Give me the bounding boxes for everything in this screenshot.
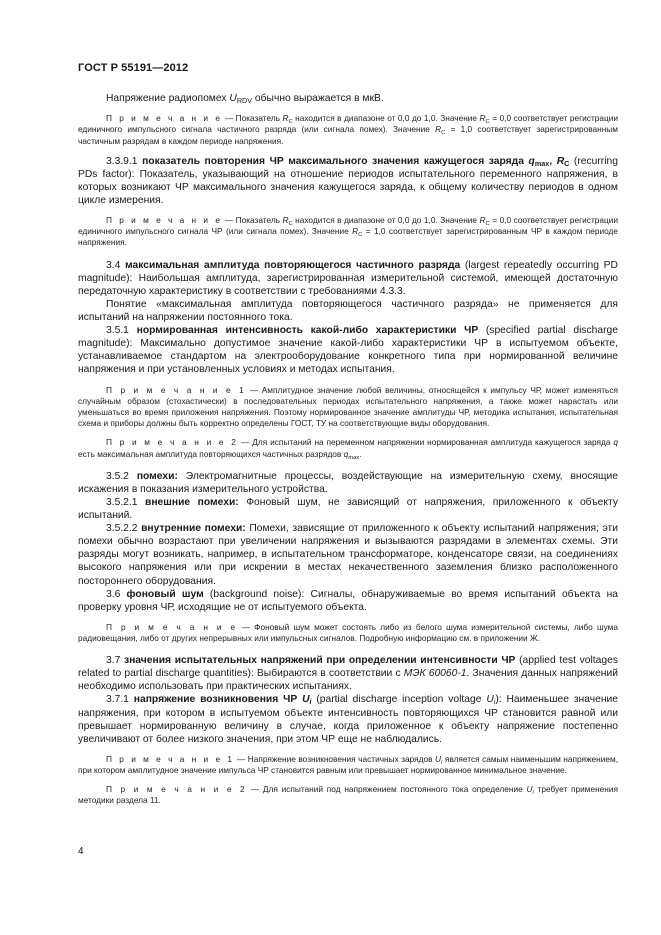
note-label: П р и м е ч а н и е 2 xyxy=(106,784,248,795)
clause-3-5-2-2 xyxy=(78,522,618,587)
subscript: C xyxy=(564,158,570,168)
text: (background noise): Сигналы, обнаруживаемые во время испытаний объекта на проверку уровня ЧР, исходящие не от испытуемого объекта. xyxy=(78,588,618,613)
symbol: R xyxy=(282,113,289,124)
text: Фоновый шум, не зависящий от напряжения, приложенного к объекту испытаний. xyxy=(78,496,619,522)
subscript: C xyxy=(485,221,490,228)
standard-reference: МЭК 60060-1 xyxy=(403,668,467,680)
note-label: П р и м е ч а н и е 1 xyxy=(106,384,247,395)
symbol: R xyxy=(352,226,359,237)
text: = 1,0 соответствует зарегистрированным ЧР в каждом периоде напряжения. xyxy=(78,226,618,248)
text: — Для испытаний под напряжением постоянного тока определение xyxy=(247,784,527,795)
text: — Для испытаний на переменном напряжении нормированная амплитуда кажущегося заряда xyxy=(238,437,614,448)
text: (recurring PDs factor): Показатель, указывающий на отношение периодов испытательного переменного напряжения, в которых возникают ЧР максимального значения кажущегося заряда, к общему количеству периодов в одном цикле измерения. xyxy=(78,155,618,206)
symbol: U xyxy=(302,694,310,706)
term: помехи: xyxy=(136,470,178,482)
clause-number: 3.3.9.1 xyxy=(106,155,143,167)
text: (partial discharge inception voltage xyxy=(311,694,487,706)
clause-3-7-1 xyxy=(78,693,618,745)
text: = 0,0 соответствует регистрации единичного импульсного сигнала ЧР (или сигнала помех). Значение xyxy=(78,215,618,237)
clause-number: 3.6 xyxy=(106,588,127,600)
clause-3-4 xyxy=(78,259,618,298)
clause-3-5-2-1 xyxy=(78,496,618,522)
subscript: C xyxy=(485,119,490,126)
symbol: R xyxy=(479,215,486,226)
subscript: C xyxy=(358,232,363,239)
text: Электромагнитные процессы, воздействующие на измерительную схему, вносящие искажения в показания измерительного устройства. xyxy=(78,470,618,495)
text: — Амплитудное значение любой величины, относящейся к импульсу ЧР, может изменяться случайным образом (стохастически) в последовательных периодах испытательного напряжения, а также может нарастать или уменьшаться во время приложения напряжения. Поэтому нормированное значение амплитуды ЧР, методика испытания, испытательная схема и приборы должны быть корректно определены ГОСТ, ТУ на соответствующие виды оборудования. xyxy=(78,384,618,429)
symbol: R xyxy=(282,215,289,226)
note-1-amplitude xyxy=(78,385,618,430)
text: . xyxy=(359,448,362,459)
clause-number: 3.5.2.1 xyxy=(106,496,145,508)
term: фоновый шум xyxy=(126,588,204,600)
clause-3-5-1 xyxy=(78,324,618,376)
symbol: q xyxy=(613,437,618,448)
text: является самым наименьшим напряжением, при котором амплитудное значение импульса ЧР становится равным или превышает нормированное минимальное значение. xyxy=(78,753,619,776)
page-content xyxy=(78,92,618,807)
text: находится в диапазоне от 0,0 до 1,0. Значение xyxy=(292,113,480,124)
subscript: i xyxy=(441,759,443,766)
text: есть максимальная амплитуда повторяющихся частичных разрядов xyxy=(78,448,344,459)
symbol: q xyxy=(343,448,349,459)
symbol: U xyxy=(229,93,237,104)
text: требует применения методики раздела 11. xyxy=(78,784,618,806)
clause-number: 3.5.2 xyxy=(106,470,137,482)
term: показатель повторения ЧР максимального значения кажущегося заряда xyxy=(142,155,529,167)
note-rc-1 xyxy=(78,113,618,147)
clause-number: 3.4 xyxy=(106,259,125,271)
clause-3-5-2 xyxy=(78,470,618,496)
term: нормированная интенсивность какой-либо характеристики ЧР xyxy=(136,325,479,337)
note-1-inception xyxy=(78,754,618,776)
document-header: ГОСТ Р 55191—2012 xyxy=(78,62,189,74)
text: ): Наименьшее значение напряжения, при котором в испытуемом объекте интенсивность повторяющихся ЧР становится равной или превышает нормированную величину в случае, когда приложенное к объекту напряжение постепенно увеличивают от более низкого значения, при этом ЧР еще не наблюдались. xyxy=(78,694,618,745)
symbol: U xyxy=(486,694,494,706)
symbol: R xyxy=(556,155,565,167)
subscript: max xyxy=(348,454,360,461)
text: находится в диапазоне от 0,0 до 1,0. Значение xyxy=(292,215,480,226)
subscript: i xyxy=(532,790,534,797)
text: — Показатель xyxy=(222,215,283,226)
note-2-dc xyxy=(78,784,618,806)
subscript: max xyxy=(534,158,550,168)
clause-number: 3.7 xyxy=(106,655,124,667)
subscript: C xyxy=(288,221,293,228)
note-background-noise xyxy=(78,622,618,644)
term: значения испытательных напряжений при определении интенсивности ЧР xyxy=(123,655,516,667)
term: внешние помехи: xyxy=(145,496,239,508)
note-label: П р и м е ч а н и е xyxy=(106,621,238,632)
symbol: U xyxy=(435,753,442,764)
clause-number: 3.5.1 xyxy=(106,325,137,337)
subscript: C xyxy=(288,119,293,126)
subscript: i xyxy=(493,697,496,707)
text: Помехи, зависящие от приложенного к объекту испытаний напряжения; эти помехи обычно возрастают при увеличении напряжения и вызываются разрядами в элементах схемы. Эти разряды могут возникать, например, в испытательном трансформаторе, конденсаторе связи, на соединениях высокого напряжения или при искрении в местах некачественного заземления близко расположенного постороннего оборудования. xyxy=(78,523,618,587)
text: = 1,0 соответствует зарегистрированным частичным разрядам в каждом периоде напряжения. xyxy=(78,124,618,146)
symbol: R xyxy=(479,113,486,124)
note-label: П р и м е ч а н и е 1 xyxy=(106,753,235,764)
text: (largest repeatedly occurring PD magnitude): Наибольшая амплитуда, зарегистрированная измерительной системой, имеющей достаточную передаточную характеристику в соответствии с требованиями 4.3.3. xyxy=(78,259,618,297)
note-label: П р и м е ч а н и е xyxy=(106,215,223,226)
clause-3-7 xyxy=(78,654,618,693)
term: напряжение возникновения ЧР xyxy=(133,694,303,706)
text: (applied test voltages related to partial discharge quantities): Выбираются в соответствии с xyxy=(78,655,618,680)
clause-number: 3.7.1 xyxy=(106,694,134,706)
clause-number: 3.5.2.2 xyxy=(106,523,142,535)
page-number: 4 xyxy=(78,846,84,857)
subscript: C xyxy=(441,130,446,137)
note-2-ac xyxy=(78,437,618,459)
text: . Значения данных напряжений необходимо использовать при практических испытаниях. xyxy=(78,668,619,693)
text: — Напряжение возникновения частичных зарядов xyxy=(234,753,436,764)
symbol: R xyxy=(435,124,442,135)
text: Напряжение радиопомех xyxy=(106,93,230,104)
term: максимальная амплитуда повторяющегося частичного разряда xyxy=(125,259,461,271)
clause-3-6 xyxy=(78,588,618,614)
text: (specified partial discharge magnitude): Максимально допустимое значение какой-либо характеристики ЧР в испытуемом объекте, устанавливаемое стандартом на электрооборудование конкретного типа при нормированной величине напряжения и при установленных условиях и методах испытания. xyxy=(78,325,619,376)
subscript: RDV xyxy=(236,96,253,105)
paragraph-dc-note: Понятие «максимальная амплитуда повторяющегося частичного разряда» не применяется для испытаний на напряжении постоянного тока. xyxy=(78,298,618,324)
term: внутренние помехи: xyxy=(141,523,246,535)
symbol: U xyxy=(526,784,533,795)
text: , xyxy=(549,155,557,167)
paragraph-rdv xyxy=(78,92,618,105)
subscript: i xyxy=(309,697,312,707)
note-rc-2 xyxy=(78,215,618,249)
text: = 0,0 соответствует регистрации единичного импульсного сигнала частичного разряда (или сигнала помех). Значение xyxy=(78,113,618,135)
note-label: П р и м е ч а н и е 2 xyxy=(106,437,239,448)
text: — Фоновый шум может состоять либо из белого шума измерительной системы, либо шума радиовещания, либо от других непрерывных или импульсных сигналов. Подробную информацию см. в приложении Ж. xyxy=(78,621,618,643)
clause-3-3-9-1 xyxy=(78,155,618,207)
note-label: П р и м е ч а н и е xyxy=(106,113,223,124)
text: — Показатель xyxy=(222,113,283,124)
text: обычно выражается в мкВ. xyxy=(252,93,384,104)
symbol: q xyxy=(528,155,535,167)
